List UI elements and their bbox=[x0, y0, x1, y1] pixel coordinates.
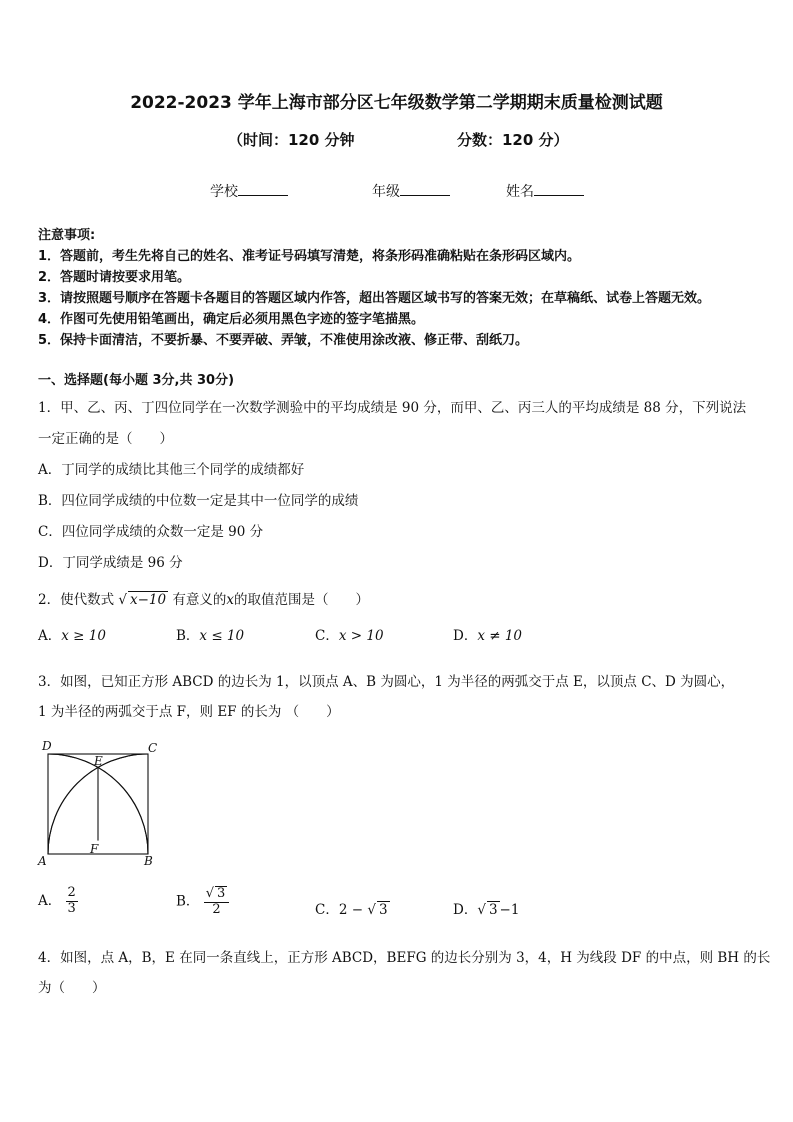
q2-option-d bbox=[453, 624, 522, 644]
notice-item: 2．答题时请按要求用笔。 bbox=[38, 270, 191, 285]
label-b: B bbox=[144, 854, 153, 868]
name-blank bbox=[534, 181, 584, 196]
notice-item: 4．作图可先使用铅笔画出，确定后必须用黑色字迹的签字笔描黑。 bbox=[38, 312, 425, 327]
q2-suffix: 的取值范围是（ ） bbox=[234, 592, 370, 608]
expr-tail: −1 bbox=[499, 902, 520, 918]
q1-option-c: C．四位同学成绩的众数一定是 90 分 bbox=[38, 524, 264, 540]
q3-option-a bbox=[38, 886, 78, 917]
q2-prefix: 2．使代数式 bbox=[38, 592, 115, 608]
q3-option-d: D．√ 3 −1 bbox=[453, 902, 520, 918]
q1-option-a: A．丁同学的成绩比其他三个同学的成绩都好 bbox=[38, 462, 305, 478]
notice-item: 1．答题前，考生先将自己的姓名、准考证号码填写清楚，将条形码准确粘贴在条形码区域内。 bbox=[38, 249, 581, 264]
q1-line1: 1．甲、乙、丙、丁四位同学在一次数学测验中的平均成绩是 90 分，而甲、乙、丙三人的平均成绩是 88 分，下列说法 bbox=[38, 400, 747, 416]
exam-score: 分数：120 分） bbox=[457, 131, 569, 149]
radicand: 3 bbox=[378, 902, 388, 918]
option-label: A． bbox=[38, 628, 62, 644]
notice-item: 5．保持卡面清洁，不要折暴、不要弄破、弄皱，不准使用涂改液、修正带、刮纸刀。 bbox=[38, 333, 529, 348]
option-expr: x ≠ 10 bbox=[477, 628, 523, 644]
q2-option-b bbox=[176, 624, 244, 644]
option-label: C． bbox=[315, 628, 339, 644]
q2-option-c bbox=[315, 624, 384, 644]
option-expr: x ≥ 10 bbox=[61, 628, 106, 644]
name-label: 姓名 bbox=[506, 184, 534, 200]
school-label: 学校 bbox=[210, 184, 238, 200]
school-blank bbox=[238, 181, 288, 196]
numerator: √ 3 bbox=[204, 886, 230, 903]
page-title: 2022-2023 学年上海市部分区七年级数学第二学期期末质量检测试题 bbox=[130, 93, 663, 113]
expr-lead: 2 − bbox=[338, 902, 364, 918]
option-label: C． bbox=[315, 902, 339, 918]
label-c: C bbox=[148, 741, 158, 755]
grade-label: 年级 bbox=[372, 184, 400, 200]
option-label: B． bbox=[176, 628, 200, 644]
sqrt-expression: √ x−10 bbox=[118, 592, 167, 608]
q4-line1: 4．如图，点 A，B，E 在同一条直线上，正方形 ABCD，BEFG 的边长分别为 3，4，H 为线段 DF 的中点，则 BH 的长 bbox=[38, 950, 771, 966]
radicand: 3 bbox=[488, 902, 498, 918]
q4-line2: 为（ ） bbox=[38, 980, 106, 996]
q3-line2: 1 为半径的两弧交于点 F，则 EF 的长为 （ ） bbox=[38, 704, 340, 720]
label-e: E bbox=[94, 754, 103, 768]
option-expr: x ≤ 10 bbox=[199, 628, 245, 644]
exam-time: （时间：120 分钟 bbox=[228, 131, 355, 149]
q3-option-c: C．2 − √ 3 bbox=[315, 902, 388, 918]
square-arcs-figure bbox=[36, 738, 166, 868]
fraction bbox=[204, 886, 230, 918]
q1-line2: 一定正确的是（ ） bbox=[38, 431, 173, 447]
option-label: B． bbox=[176, 893, 200, 910]
school-field bbox=[210, 181, 288, 201]
fraction bbox=[66, 886, 78, 917]
q2-var: x bbox=[226, 592, 235, 608]
q1-option-d: D．丁同学成绩是 96 分 bbox=[38, 555, 183, 571]
q3-line1: 3．如图，已知正方形 ABCD 的边长为 1，以顶点 A、B 为圆心，1 为半径的两弧交于点 E，以顶点 C、D 为圆心， bbox=[38, 674, 735, 690]
q2-middle: 有意义的 bbox=[172, 592, 227, 608]
grade-blank bbox=[400, 181, 450, 196]
q2-option-a bbox=[38, 624, 106, 644]
radicand: x−10 bbox=[130, 592, 167, 608]
numerator: 2 bbox=[67, 885, 76, 900]
grade-field bbox=[372, 181, 450, 201]
option-label: D． bbox=[453, 902, 478, 918]
option-label: D． bbox=[453, 628, 478, 644]
section-heading: 一、选择题(每小题 3分,共 30分) bbox=[38, 373, 235, 388]
label-d: D bbox=[42, 739, 52, 753]
radicand: 3 bbox=[217, 886, 226, 901]
q1-option-b: B．四位同学成绩的中位数一定是其中一位同学的成绩 bbox=[38, 493, 359, 509]
denominator: 2 bbox=[212, 901, 221, 917]
notice-heading: 注意事项: bbox=[38, 228, 96, 243]
option-label: A． bbox=[38, 892, 62, 909]
name-field bbox=[506, 181, 584, 201]
label-a: A bbox=[38, 854, 47, 868]
denominator: 3 bbox=[67, 900, 76, 916]
q2-stem bbox=[38, 588, 369, 608]
label-f: F bbox=[90, 842, 99, 856]
q3-option-b bbox=[176, 886, 229, 918]
notice-item: 3．请按照题号顺序在答题卡各题目的答题区域内作答，超出答题区域书写的答案无效；在草稿纸、试卷上答题无效。 bbox=[38, 291, 711, 306]
option-expr: x > 10 bbox=[338, 628, 384, 644]
